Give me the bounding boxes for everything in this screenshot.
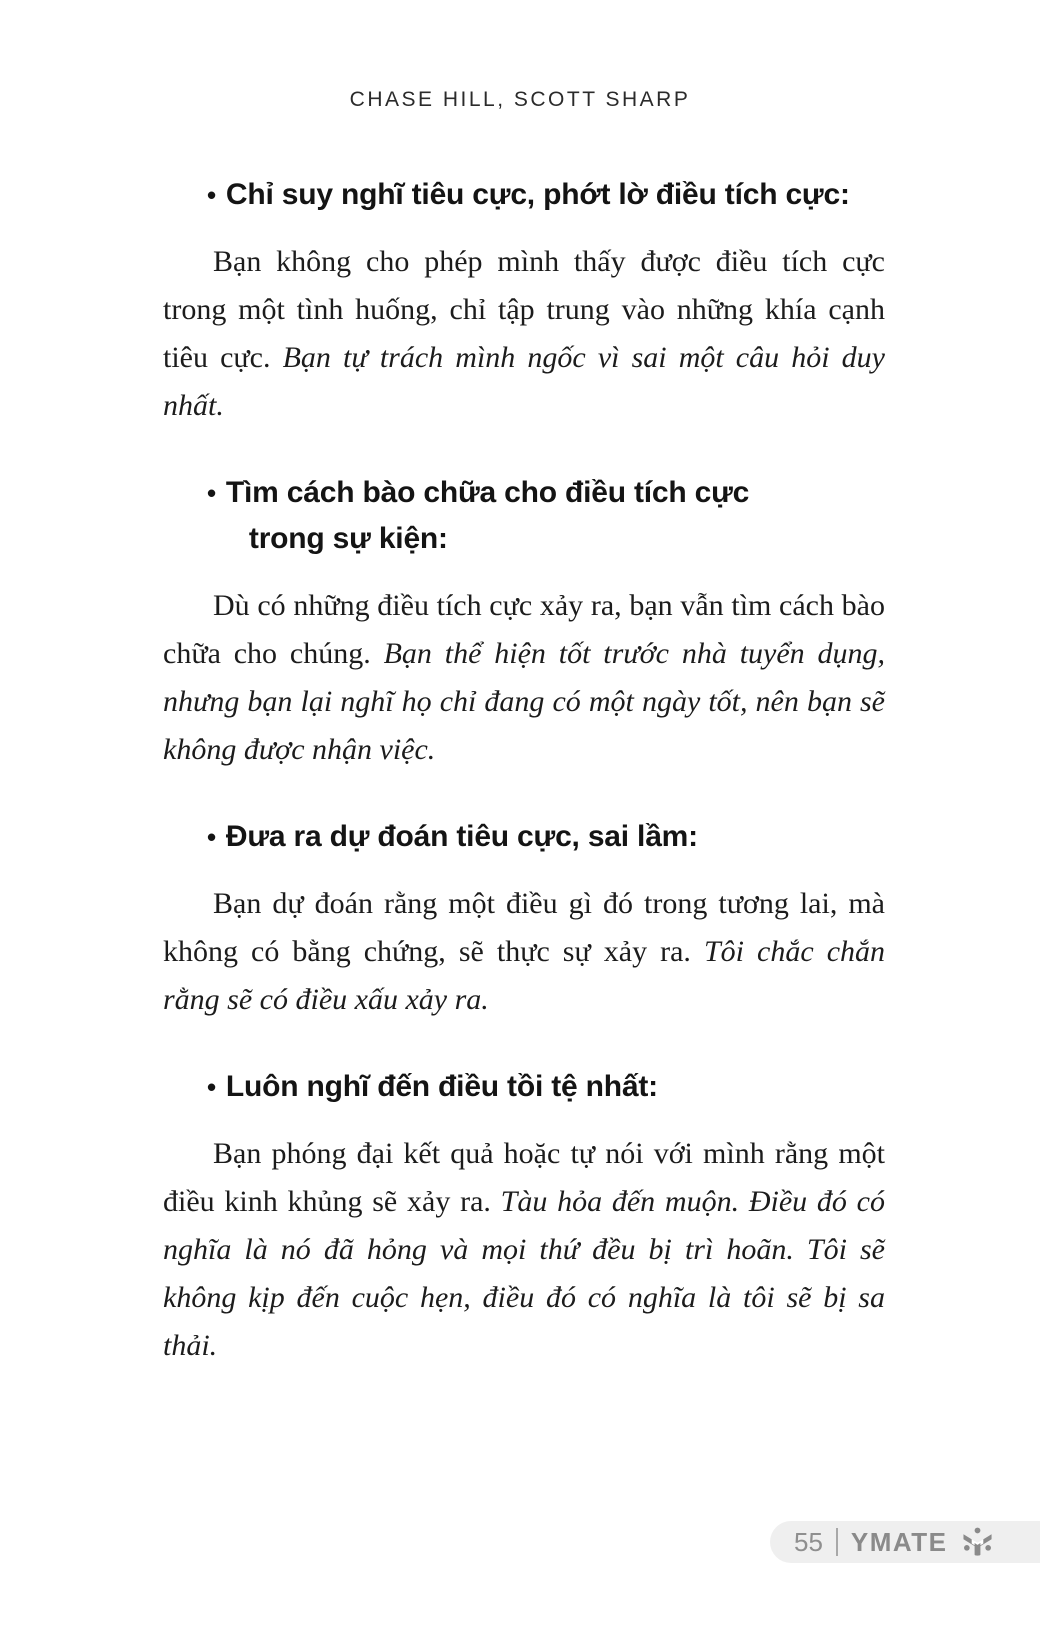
page-content	[0, 172, 1040, 1370]
footer-divider	[836, 1528, 838, 1556]
ymate-logo-icon	[961, 1527, 994, 1558]
paragraph-normal-text: Bạn dự đoán rằng một điều gì đó trong tương lai, mà không có bằng chứng, sẽ thực sự xảy ra.	[163, 887, 885, 968]
heading-line1: Chỉ suy nghĩ tiêu cực, phớt lờ điều tích cực:	[225, 178, 850, 211]
heading-line2: trong sự kiện:	[248, 522, 448, 555]
paragraph-italic-example: Bạn tự trách mình ngốc vì sai một câu hỏi duy nhất.	[163, 341, 885, 422]
section-heading-negative-prediction	[163, 814, 885, 860]
bullet-marker: •	[207, 478, 216, 508]
paragraph-normal-text: Bạn phóng đại kết quả hoặc tự nói với mình rằng một điều kinh khủng sẽ xảy ra.	[163, 1137, 885, 1218]
heading-text	[226, 470, 749, 562]
section-paragraph	[163, 238, 885, 430]
bullet-marker: •	[207, 180, 216, 210]
bullet-marker: •	[207, 822, 216, 852]
section-heading-worst-case	[163, 1064, 885, 1110]
paragraph-italic-example: Tôi chắc chắn rằng sẽ có điều xấu xảy ra.	[163, 935, 886, 1016]
paragraph-italic-example: Bạn thể hiện tốt trước nhà tuyển dụng, nhưng bạn lại nghĩ họ chỉ đang có một ngày tốt, nên bạn sẽ không được nhận việc.	[163, 637, 886, 766]
heading-line1: Luôn nghĩ đến điều tồi tệ nhất:	[225, 1070, 658, 1103]
heading-line1: Đưa ra dự đoán tiêu cực, sai lầm:	[225, 820, 698, 853]
section-paragraph	[163, 582, 885, 774]
section-paragraph	[163, 1130, 885, 1370]
page-number: 55	[794, 1526, 823, 1557]
heading-text	[226, 814, 698, 860]
publisher-brand: YMATE	[850, 1526, 948, 1557]
heading-line1: Tìm cách bào chữa cho điều tích cực	[225, 476, 750, 509]
paragraph-italic-example: Tàu hỏa đến muộn. Điều đó có nghĩa là nó đã hỏng và mọi thứ đều bị trì hoãn. Tôi sẽ không kịp đến cuộc hẹn, điều đó có nghĩa là tôi sẽ bị sa thải.	[163, 1185, 885, 1362]
running-header-authors: CHASE HILL, SCOTT SHARP	[349, 88, 691, 111]
paragraph-normal-text: Bạn không cho phép mình thấy được điều tích cực trong một tình huống, chỉ tập trung vào những khía cạnh tiêu cực.	[163, 245, 885, 374]
section-heading-excuse-positive	[163, 470, 885, 562]
section-heading-negative-thinking	[163, 172, 885, 218]
heading-text	[226, 1064, 658, 1110]
section-paragraph	[163, 880, 885, 1024]
heading-text	[226, 172, 850, 218]
bullet-marker: •	[207, 1072, 216, 1102]
paragraph-normal-text: Dù có những điều tích cực xảy ra, bạn vẫn tìm cách bào chữa cho chúng.	[163, 589, 885, 670]
footer-page-badge	[770, 1521, 1040, 1563]
